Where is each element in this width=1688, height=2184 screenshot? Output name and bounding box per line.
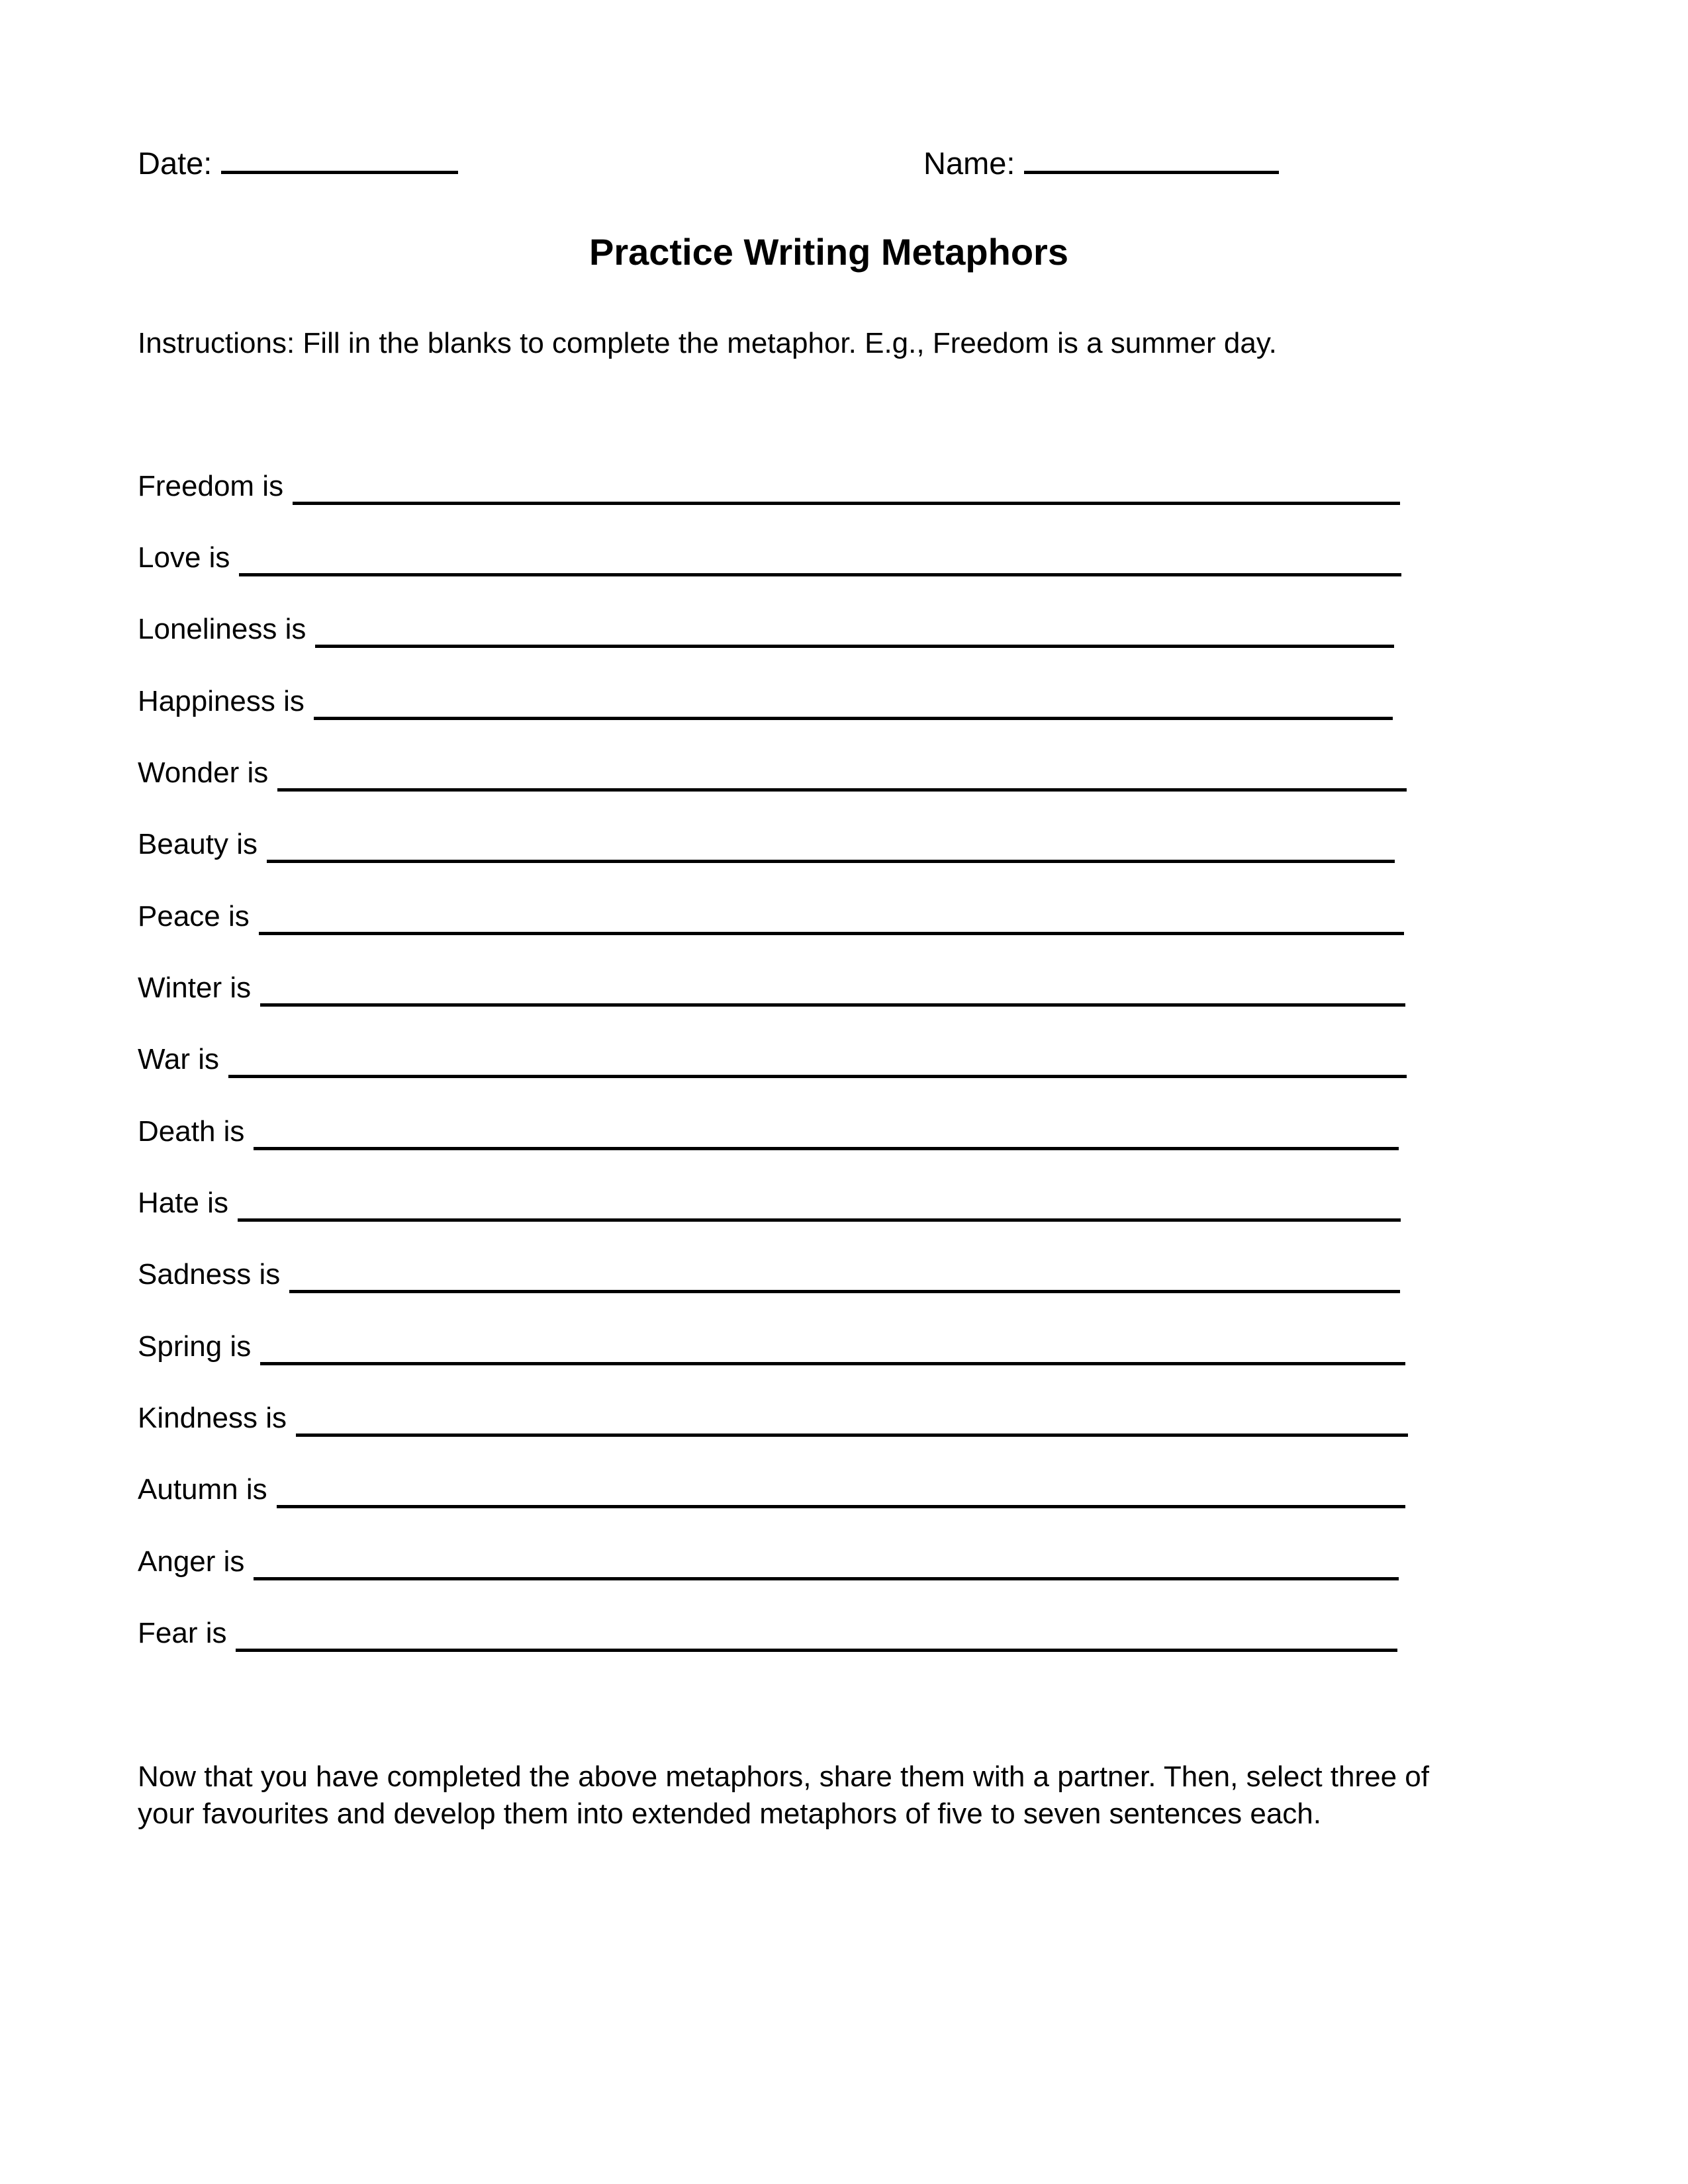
closing-paragraph: [138, 1758, 1561, 1833]
answer-blank[interactable]: [228, 1046, 1407, 1078]
closing-line-2: your favourites and develop them into extended metaphors of five to seven sentences each.: [138, 1797, 1321, 1830]
answer-blank[interactable]: [236, 1619, 1397, 1652]
prompt-label: War is: [138, 1043, 220, 1075]
prompt-label: Love is: [138, 541, 230, 574]
prompt-row: [138, 611, 1394, 648]
prompt-label: Fear is: [138, 1617, 227, 1649]
prompt-row: [138, 1543, 1399, 1580]
answer-blank[interactable]: [277, 1476, 1405, 1508]
prompt-label: Anger is: [138, 1545, 245, 1578]
answer-blank[interactable]: [277, 759, 1407, 792]
answer-blank[interactable]: [239, 544, 1401, 576]
name-field: [923, 144, 1279, 182]
prompt-row: [138, 1041, 1407, 1078]
prompt-label: Kindness is: [138, 1402, 287, 1434]
prompt-row: [138, 1400, 1408, 1437]
answer-blank[interactable]: [267, 831, 1395, 863]
name-blank[interactable]: [1024, 144, 1279, 174]
answer-blank[interactable]: [315, 615, 1394, 648]
prompt-label: Spring is: [138, 1330, 252, 1363]
instructions: Instructions: Fill in the blanks to complete the metaphor. E.g., Freedom is a summer day.: [138, 327, 1277, 359]
prompt-label: Happiness is: [138, 685, 305, 717]
prompt-label: Loneliness is: [138, 613, 306, 645]
prompt-label: Death is: [138, 1115, 245, 1148]
prompt-label: Wonder is: [138, 756, 269, 789]
prompt-label: Beauty is: [138, 828, 258, 860]
prompt-row: [138, 683, 1393, 720]
prompt-row: [138, 754, 1407, 792]
prompt-label: Sadness is: [138, 1258, 281, 1291]
prompt-row: [138, 898, 1404, 935]
prompt-row: [138, 1615, 1397, 1652]
date-label: Date:: [138, 146, 212, 181]
answer-blank[interactable]: [238, 1189, 1401, 1222]
answer-blank[interactable]: [260, 974, 1405, 1007]
answer-blank[interactable]: [260, 1333, 1405, 1365]
prompt-row: [138, 1328, 1405, 1365]
prompt-label: Peace is: [138, 900, 250, 933]
prompt-label: Freedom is: [138, 470, 284, 502]
prompt-row: [138, 970, 1405, 1007]
page-title: Practice Writing Metaphors: [588, 231, 1068, 273]
date-field: [138, 144, 458, 182]
prompt-row: [138, 1471, 1405, 1508]
answer-blank[interactable]: [314, 688, 1393, 720]
prompt-row: [138, 826, 1395, 863]
prompt-label: Autumn is: [138, 1473, 267, 1506]
prompt-row: [138, 1256, 1400, 1293]
prompt-label: Hate is: [138, 1187, 228, 1219]
closing-line-1: Now that you have completed the above metaphors, share them with a partner. Then, select three of: [138, 1760, 1429, 1793]
answer-blank[interactable]: [289, 1261, 1400, 1293]
answer-blank[interactable]: [293, 473, 1400, 505]
name-label: Name:: [923, 146, 1015, 181]
prompt-row: [138, 1113, 1399, 1150]
prompt-row: [138, 539, 1401, 576]
prompt-row: [138, 468, 1400, 505]
answer-blank[interactable]: [296, 1404, 1408, 1437]
prompt-label: Winter is: [138, 972, 252, 1004]
answer-blank[interactable]: [259, 903, 1404, 935]
answer-blank[interactable]: [254, 1118, 1399, 1150]
answer-blank[interactable]: [254, 1548, 1399, 1580]
date-blank[interactable]: [221, 144, 458, 174]
prompt-row: [138, 1185, 1401, 1222]
